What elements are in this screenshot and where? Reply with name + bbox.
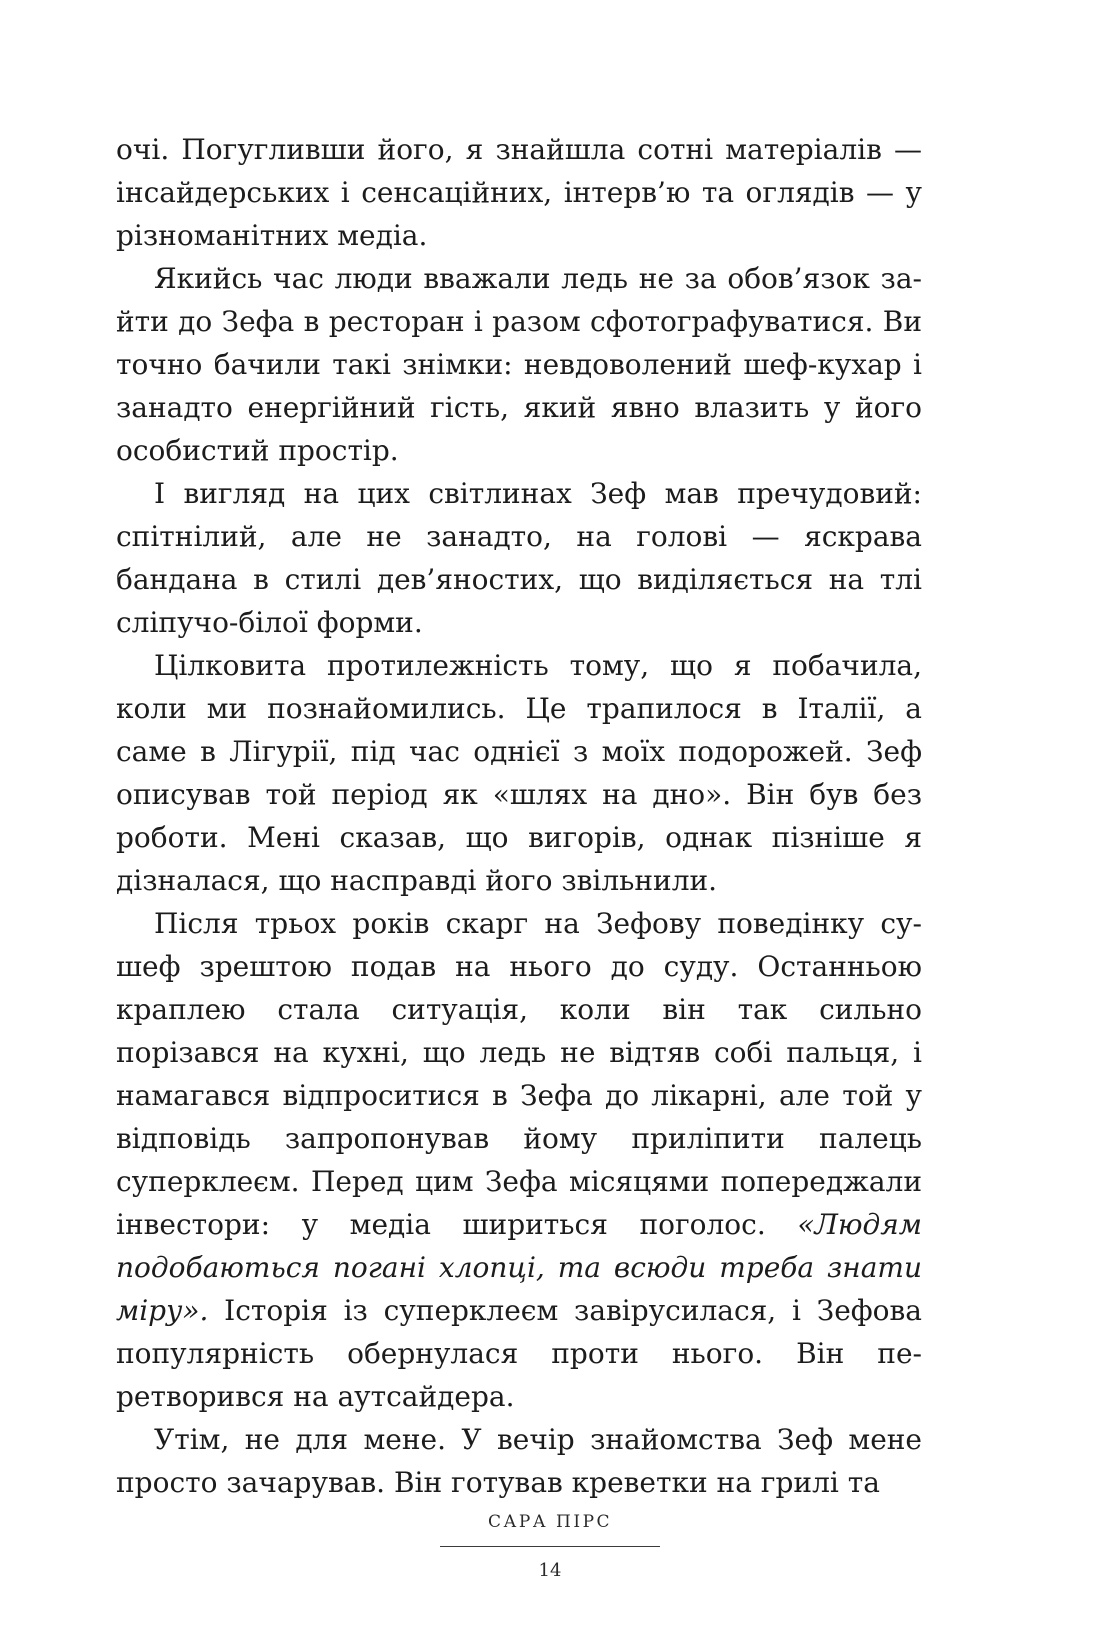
paragraph-text: Цілковита протилежність тому, що я побачила, коли ми познайомились. Це трапилося в Італії, а саме в Лігурії, під час однієї з моїх подорожей. Зеф описував той період як «шлях на дно». Він був без роботи. Мені сказав, що вигорів, однак пізніше я дізналася, що насправді його звільнили.: [116, 649, 922, 897]
paragraph: [116, 128, 922, 257]
paragraph: [116, 644, 922, 902]
paragraph: [116, 902, 922, 1418]
paragraph: [116, 472, 922, 644]
quote-text: «Людям подобаються погані хлопці, та всюди треба знати міру».: [116, 1208, 922, 1327]
page-number: 14: [538, 1560, 562, 1581]
paragraph-text: Якийсь час люди вважали ледь не за обов’язок зайти до Зефа в ресторан і разом сфотографуватися. Ви точно бачили такі знімки: невдоволений шеф-кухар і занадто енергійний гість, який явно влазить у його особистий простір.: [116, 262, 922, 467]
paragraph-text: Історія із суперклеєм завірусилася, і Зефова популярність обернулася проти нього. Він перетворився на аутсайдера.: [116, 1294, 922, 1413]
paragraph-text: І вигляд на цих світлинах Зеф мав пречудовий: спітнілий, але не занадто, на голові — яскрава бандана в стилі дев’яностих, що виділяється на тлі сліпучо-білої форми.: [116, 477, 922, 639]
paragraph: [116, 257, 922, 472]
running-footer-author: САРА ПІРС: [487, 1512, 613, 1532]
paragraph-text: Після трьох років скарг на Зефову поведінку су-шеф зрештою подав на нього до суду. Останньою краплею стала ситуація, коли він так сильно порізався на кухні, що ледь не відтяв собі пальця, і намагався відпроситися в Зефа до лікарні, але той у відповідь запропонував йому приліпити палець суперклеєм. Перед цим Зефа місяцями попереджали інвестори: у медіа шириться поголос.: [116, 907, 922, 1241]
body-text: [116, 128, 922, 1504]
paragraph: [116, 1418, 922, 1504]
paragraph-text: очі. Погугливши його, я знайшла сотні матеріалів — інсайдерських і сенсаційних, інтерв’ю та оглядів — у різноманітних медіа.: [116, 133, 922, 252]
paragraph-text: Утім, не для мене. У вечір знайомства Зеф мене просто зачарував. Він готував креветки на грилі та: [116, 1423, 922, 1499]
footer-rule: [440, 1546, 660, 1547]
